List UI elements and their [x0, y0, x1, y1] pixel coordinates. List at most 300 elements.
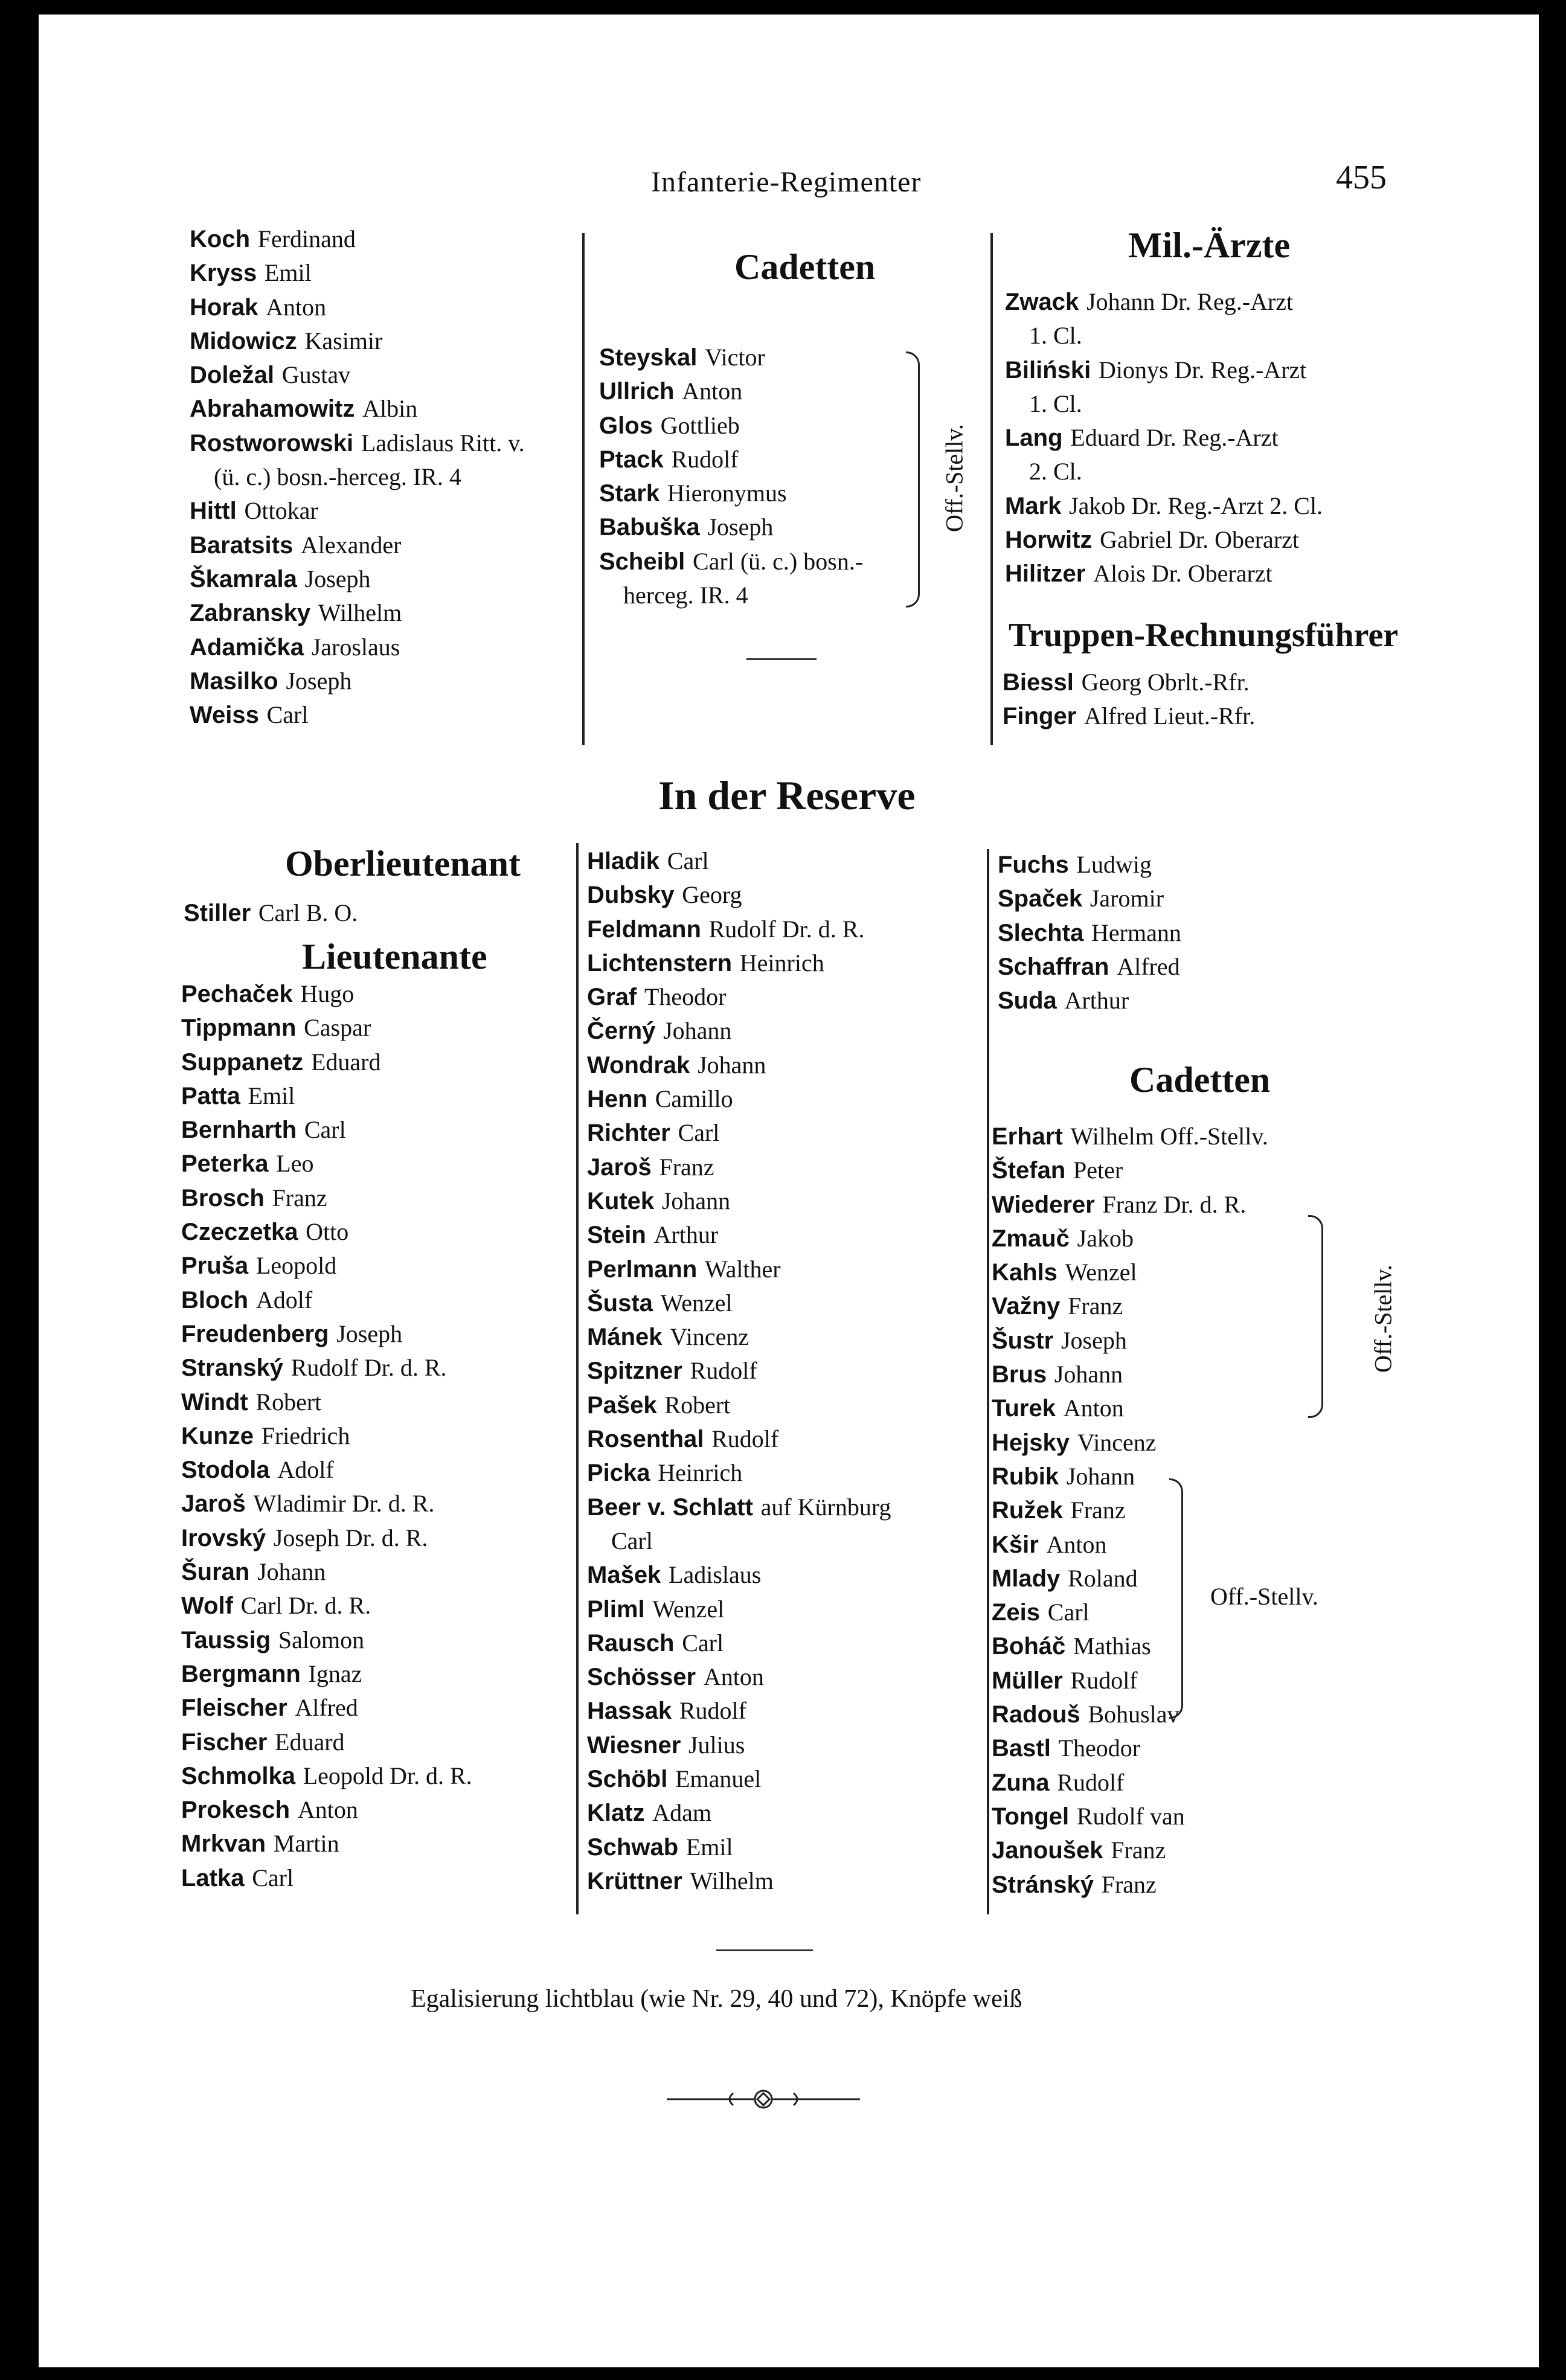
given-name: Franz: [1111, 1836, 1166, 1864]
surname: Černý: [587, 1018, 656, 1045]
given-name: Carl: [266, 701, 309, 729]
surname: Freudenberg: [181, 1320, 329, 1347]
name-entry: [992, 1426, 1268, 1460]
surname: Horwitz: [1005, 527, 1093, 554]
given-name: Ottokar: [244, 497, 318, 525]
name-entry: [587, 1660, 891, 1694]
name-entry: [1005, 319, 1323, 353]
surname: Rostworowski: [190, 429, 354, 457]
name-entry: [190, 290, 525, 324]
cadets-heading-top: Cadetten: [734, 247, 876, 287]
surname: Pliml: [587, 1596, 645, 1623]
brace: [1308, 1215, 1323, 1418]
given-name: Arthur: [653, 1221, 719, 1249]
surname: Bloch: [181, 1286, 249, 1313]
name-entry: [992, 1766, 1268, 1800]
surname: Richter: [587, 1120, 670, 1147]
oberlieutenant-heading: Oberlieutenant: [285, 844, 521, 884]
name-entry: [992, 1664, 1268, 1698]
given-name: Carl: [667, 847, 709, 874]
surname: Hassak: [587, 1698, 672, 1725]
name-entry: [587, 1593, 891, 1626]
given-name: 1. Cl.: [1029, 322, 1082, 350]
surname: Rosenthal: [587, 1426, 704, 1453]
name-entry: [181, 1827, 472, 1861]
given-name: Salomon: [278, 1626, 365, 1653]
name-entry: [181, 1215, 472, 1249]
given-name: Roland: [1068, 1564, 1138, 1592]
name-entry: [1005, 421, 1323, 455]
surname: Zeis: [992, 1599, 1041, 1626]
given-name: Jaromir: [1089, 885, 1164, 913]
surname: Wiesner: [587, 1731, 681, 1759]
given-name: Kasimir: [304, 327, 383, 354]
name-entry: [181, 1861, 472, 1895]
reserve-heading: In der Reserve: [658, 772, 916, 818]
given-name: Alfred Lieut.-Rfr.: [1083, 702, 1256, 730]
name-entry: [181, 1589, 472, 1623]
given-name: Carl B. O.: [258, 899, 358, 926]
name-entry: [190, 528, 525, 562]
surname: Graf: [587, 984, 637, 1011]
given-name: Leo: [276, 1150, 314, 1178]
given-name: Georg: [682, 881, 742, 909]
name-entry: [181, 1623, 472, 1657]
given-name: Wenzel: [652, 1595, 725, 1623]
given-name: Leopold Dr. d. R.: [303, 1762, 472, 1789]
given-name: Peter: [1073, 1156, 1123, 1184]
given-name: Ferdinand: [257, 225, 356, 252]
surname: Schaffran: [998, 953, 1109, 980]
name-entry: [992, 1629, 1268, 1663]
name-entry: [992, 1324, 1268, 1358]
surname: Bastl: [992, 1735, 1051, 1762]
name-entry: [992, 1460, 1268, 1493]
surname: Doležal: [190, 362, 275, 389]
given-name: Emil: [264, 259, 312, 287]
surname: Kryss: [190, 260, 257, 287]
given-name: Jakob: [1077, 1224, 1134, 1252]
given-name: Wenzel: [1065, 1259, 1137, 1286]
given-name: Rudolf: [711, 1425, 779, 1453]
given-name: 1. Cl.: [1029, 390, 1082, 417]
name-entry: [190, 630, 525, 664]
given-name: Anton: [266, 293, 327, 321]
given-name: 2. Cl.: [1029, 458, 1082, 486]
given-name: Gustav: [281, 361, 351, 389]
given-name: Vincenz: [670, 1323, 749, 1351]
off-stellv-label-top: Off.-Stellv.: [940, 424, 968, 532]
surname: Tongel: [992, 1803, 1070, 1830]
surname: Mlady: [992, 1565, 1061, 1592]
given-name: Gabriel Dr. Oberarzt: [1100, 526, 1299, 554]
surname: Wolf: [181, 1593, 233, 1620]
reserve-cadet-list: [992, 1120, 1268, 1902]
surname: Turek: [992, 1395, 1056, 1422]
surname: Suppanetz: [181, 1048, 304, 1076]
surname: Jaroš: [587, 1153, 652, 1181]
given-name: Friedrich: [261, 1422, 350, 1449]
given-name: Alois Dr. Oberarzt: [1093, 560, 1272, 588]
surname: Perlmann: [587, 1256, 698, 1283]
surname: Picka: [587, 1460, 650, 1487]
surname: Zwack: [1005, 289, 1079, 315]
surname: Midowicz: [190, 327, 297, 354]
name-entry: [599, 409, 863, 443]
name-entry: [587, 1864, 891, 1898]
given-name: Georg Obrlt.-Rfr.: [1081, 669, 1250, 696]
surname: Zabransky: [190, 600, 311, 627]
divider-rule: [716, 1949, 813, 1951]
surname: Stark: [599, 480, 660, 507]
name-entry: [181, 1045, 472, 1079]
given-name: Johann: [661, 1187, 731, 1214]
name-entry: [190, 426, 525, 460]
given-name: Adam: [652, 1799, 712, 1827]
ornament-icon: [667, 2086, 860, 2112]
given-name: Camillo: [655, 1085, 733, 1113]
surname: Šustr: [992, 1327, 1054, 1354]
surname: Kšir: [992, 1531, 1039, 1558]
column-divider: [576, 843, 579, 1914]
given-name: Ladislaus Ritt. v.: [361, 429, 525, 457]
given-name: Albin: [362, 395, 418, 423]
surname: Mrkvan: [181, 1830, 266, 1858]
surname: Fuchs: [998, 852, 1069, 878]
name-entry: [992, 1731, 1268, 1765]
given-name: Johann: [1066, 1462, 1135, 1490]
surname: Štefan: [992, 1157, 1066, 1184]
given-name: Hugo: [300, 980, 355, 1007]
given-name: Alexander: [300, 531, 402, 559]
surname: Windt: [181, 1388, 248, 1416]
given-name: Carl: [252, 1864, 294, 1891]
name-entry: [599, 341, 863, 374]
name-entry: [587, 1253, 891, 1286]
name-entry: [998, 882, 1181, 916]
surname: Slechta: [998, 919, 1084, 946]
surname: Hladik: [587, 848, 660, 874]
surname: Fleischer: [181, 1695, 287, 1722]
given-name: auf Kürnburg: [760, 1493, 891, 1521]
brace: [906, 351, 920, 608]
name-entry: [992, 1391, 1268, 1425]
given-name: Anton: [1063, 1394, 1124, 1422]
surname: Klatz: [587, 1800, 645, 1827]
name-entry: [184, 896, 358, 930]
name-entry: [181, 1759, 472, 1793]
name-entry: [190, 460, 525, 494]
given-name: Carl: [611, 1527, 653, 1554]
surname: Tippmann: [181, 1015, 297, 1042]
surname: Šuran: [181, 1559, 250, 1586]
name-entry: [992, 1188, 1268, 1222]
given-name: Alfred: [295, 1694, 358, 1722]
name-entry: [190, 256, 525, 290]
surname: Dubsky: [587, 882, 675, 909]
given-name: Rudolf Dr. d. R.: [290, 1354, 447, 1382]
name-entry: [998, 848, 1181, 882]
surname: Wondrak: [587, 1051, 690, 1079]
surname: Hittl: [190, 498, 237, 525]
reserve-list-col3: [998, 848, 1181, 1018]
surname: Koch: [190, 226, 250, 252]
given-name: Franz: [659, 1153, 714, 1181]
given-name: Julius: [688, 1731, 745, 1759]
surname: Stranský: [181, 1355, 283, 1382]
surname: Suda: [998, 987, 1057, 1015]
given-name: Franz: [1068, 1292, 1123, 1320]
surname: Ružek: [992, 1497, 1063, 1524]
cadet-list-top: [599, 341, 863, 612]
given-name: Rudolf: [1057, 1768, 1125, 1796]
surname: Babuška: [599, 514, 700, 541]
surname: Scheibl: [599, 548, 685, 575]
name-entry: [1005, 387, 1323, 421]
given-name: Carl: [678, 1119, 720, 1147]
surname: Mánek: [587, 1324, 663, 1351]
given-name: Jakob Dr. Reg.-Arzt 2. Cl.: [1069, 492, 1323, 519]
name-entry: [587, 980, 891, 1014]
given-name: Wenzel: [660, 1289, 733, 1317]
name-entry: [587, 1354, 891, 1388]
surname: Biessl: [1003, 669, 1074, 696]
surname: Boháč: [992, 1633, 1066, 1660]
given-name: Ignaz: [308, 1660, 362, 1687]
given-name: Anton: [703, 1663, 764, 1691]
name-entry: [998, 916, 1181, 950]
name-entry: [587, 1388, 891, 1422]
surname: Steyskal: [599, 344, 698, 371]
name-entry: [599, 510, 863, 544]
surname: Schwab: [587, 1833, 679, 1861]
surname: Patta: [181, 1082, 240, 1109]
surname: Feldmann: [587, 916, 701, 943]
name-entry: [998, 984, 1181, 1018]
surname: Finger: [1003, 703, 1077, 730]
surname: Stránský: [992, 1871, 1094, 1898]
name-entry: [181, 1521, 472, 1555]
surname: Kahls: [992, 1259, 1057, 1286]
name-entry: [587, 1524, 891, 1558]
surname: Važny: [992, 1293, 1061, 1320]
given-name: Caspar: [304, 1014, 371, 1042]
name-entry: [181, 1011, 472, 1045]
name-entry: [1003, 666, 1255, 699]
given-name: Emil: [685, 1833, 733, 1861]
name-entry: [1005, 523, 1323, 557]
name-entry: [992, 1358, 1268, 1391]
oberlieutenant-list: [184, 896, 358, 930]
given-name: Anton: [682, 377, 743, 405]
name-entry: [181, 1691, 472, 1725]
surname: Jaroš: [181, 1490, 246, 1518]
surname: Stodola: [181, 1457, 270, 1484]
name-entry: [1005, 557, 1323, 591]
name-entry: [1005, 285, 1323, 319]
name-entry: [992, 1800, 1268, 1833]
name-entry: [1005, 353, 1323, 387]
surname: Brus: [992, 1361, 1047, 1388]
given-name: Franz: [272, 1184, 327, 1211]
name-entry: [992, 1222, 1268, 1256]
name-entry: [587, 1456, 891, 1490]
given-name: Leopold: [255, 1252, 337, 1280]
name-entry: [190, 358, 525, 392]
name-entry: [587, 1116, 891, 1150]
surname: Weiss: [190, 702, 259, 729]
name-entry: [181, 1283, 472, 1317]
given-name: Wilhelm Off.-Stellv.: [1070, 1123, 1268, 1150]
given-name: Eduard Dr. Reg.-Arzt: [1070, 424, 1279, 452]
given-name: Ladislaus: [669, 1561, 762, 1589]
lieutenant-list: [181, 977, 472, 1895]
surname: Prokesch: [181, 1797, 290, 1824]
surname: Erhart: [992, 1123, 1063, 1150]
name-entry: [587, 913, 891, 946]
surname: Latka: [181, 1864, 245, 1891]
given-name: Eduard: [275, 1728, 345, 1756]
name-entry: [992, 1289, 1268, 1323]
surname: Abrahamowitz: [190, 396, 355, 423]
name-entry: [992, 1120, 1268, 1153]
given-name: Carl: [682, 1629, 724, 1657]
name-entry: [181, 1113, 472, 1147]
brace: [1169, 1478, 1183, 1719]
surname: Biliński: [1005, 356, 1091, 383]
given-name: Rudolf: [1070, 1666, 1138, 1694]
name-entry: [599, 545, 863, 579]
name-entry: [587, 946, 891, 980]
surname: Glos: [599, 412, 653, 439]
surname: Spitzner: [587, 1358, 682, 1385]
officer-list-top-col1: [190, 222, 525, 732]
name-entry: [181, 1725, 472, 1759]
given-name: Johann: [257, 1558, 326, 1586]
given-name: herceg. IR. 4: [623, 582, 748, 609]
name-entry: [181, 977, 472, 1011]
name-entry: [992, 1698, 1268, 1731]
surname: Kunze: [181, 1422, 254, 1449]
surname: Ullrich: [599, 378, 675, 405]
surname: Horak: [190, 293, 258, 321]
name-entry: [190, 562, 525, 596]
name-entry: [1003, 699, 1255, 733]
column-divider: [987, 849, 989, 1914]
surname: Zuna: [992, 1769, 1050, 1796]
surname: Adamička: [190, 633, 304, 661]
page-number: 455: [1336, 159, 1387, 196]
paymaster-heading: Truppen-Rechnungsführer: [1009, 617, 1399, 654]
name-entry: [1005, 489, 1323, 523]
surname: Rausch: [587, 1629, 675, 1657]
given-name: Eduard: [310, 1048, 381, 1076]
surname: Henn: [587, 1086, 647, 1113]
surname: Rubik: [992, 1463, 1059, 1490]
name-entry: [587, 1286, 891, 1320]
name-entry: [587, 1082, 891, 1116]
given-name: Wilhelm: [318, 599, 402, 627]
name-entry: [587, 1830, 891, 1864]
name-entry: [181, 1453, 472, 1487]
given-name: Victor: [705, 344, 765, 371]
surname: Mašek: [587, 1562, 661, 1589]
name-entry: [587, 1762, 891, 1796]
given-name: Rudolf: [690, 1357, 757, 1385]
given-name: Vincenz: [1077, 1428, 1157, 1456]
given-name: Carl: [304, 1116, 346, 1144]
name-entry: [181, 1657, 472, 1691]
name-entry: [587, 1728, 891, 1762]
given-name: Rudolf: [671, 445, 739, 473]
name-entry: [587, 1218, 891, 1252]
off-stellv-label-reserve-1: Off.-Stellv.: [1369, 1265, 1397, 1373]
given-name: Ludwig: [1076, 851, 1152, 878]
medical-officer-list: [1005, 285, 1323, 591]
surname: Bernharth: [181, 1117, 297, 1144]
given-name: Anton: [297, 1796, 358, 1824]
name-entry: [587, 844, 891, 878]
given-name: Theodor: [1058, 1734, 1141, 1762]
name-entry: [181, 1385, 472, 1419]
off-stellv-label-reserve-2: Off.-Stellv.: [1210, 1583, 1318, 1610]
given-name: Wilhelm: [690, 1867, 774, 1894]
given-name: Dionys Dr. Reg.-Arzt: [1098, 356, 1307, 383]
surname: Janoušek: [992, 1837, 1103, 1864]
surname: Hilitzer: [1005, 560, 1086, 588]
name-entry: [181, 1147, 472, 1181]
given-name: Hermann: [1091, 919, 1181, 946]
surname: Lichtenstern: [587, 949, 733, 977]
surname: Pašek: [587, 1391, 657, 1419]
name-entry: [587, 1048, 891, 1082]
surname: Stein: [587, 1222, 646, 1249]
column-divider: [990, 233, 993, 745]
given-name: Mathias: [1073, 1632, 1151, 1660]
surname: Fischer: [181, 1728, 268, 1756]
name-entry: [998, 950, 1181, 984]
name-entry: [992, 1833, 1268, 1867]
given-name: Rudolf Dr. d. R.: [708, 915, 865, 943]
given-name: Carl Dr. d. R.: [240, 1592, 371, 1620]
name-entry: [587, 1490, 891, 1524]
surname: Zmauč: [992, 1225, 1070, 1252]
reserve-list-col2: [587, 844, 891, 1898]
name-entry: [190, 596, 525, 630]
cadets-heading-reserve: Cadetten: [1129, 1060, 1271, 1100]
given-name: Joseph Dr. d. R.: [273, 1524, 428, 1551]
given-name: Emil: [248, 1082, 295, 1109]
surname: Taussig: [181, 1626, 271, 1653]
name-entry: [190, 392, 525, 426]
given-name: Gottlieb: [660, 411, 740, 439]
given-name: Robert: [255, 1388, 322, 1416]
name-entry: [190, 664, 525, 698]
surname: Masilko: [190, 667, 278, 694]
surname: Schmolka: [181, 1762, 295, 1789]
name-entry: [181, 1317, 472, 1351]
page: [39, 14, 1539, 2367]
surname: Lang: [1005, 425, 1063, 452]
name-entry: [587, 1014, 891, 1048]
name-entry: [190, 494, 525, 528]
given-name: Theodor: [644, 983, 727, 1011]
name-entry: [587, 1320, 891, 1354]
footer-note: Egalisierung lichtblau (wie Nr. 29, 40 und 72), Knöpfe weiß: [411, 1985, 1022, 2013]
surname: Šusta: [587, 1289, 653, 1317]
surname: Müller: [992, 1667, 1063, 1694]
given-name: Heinrich: [739, 949, 824, 977]
